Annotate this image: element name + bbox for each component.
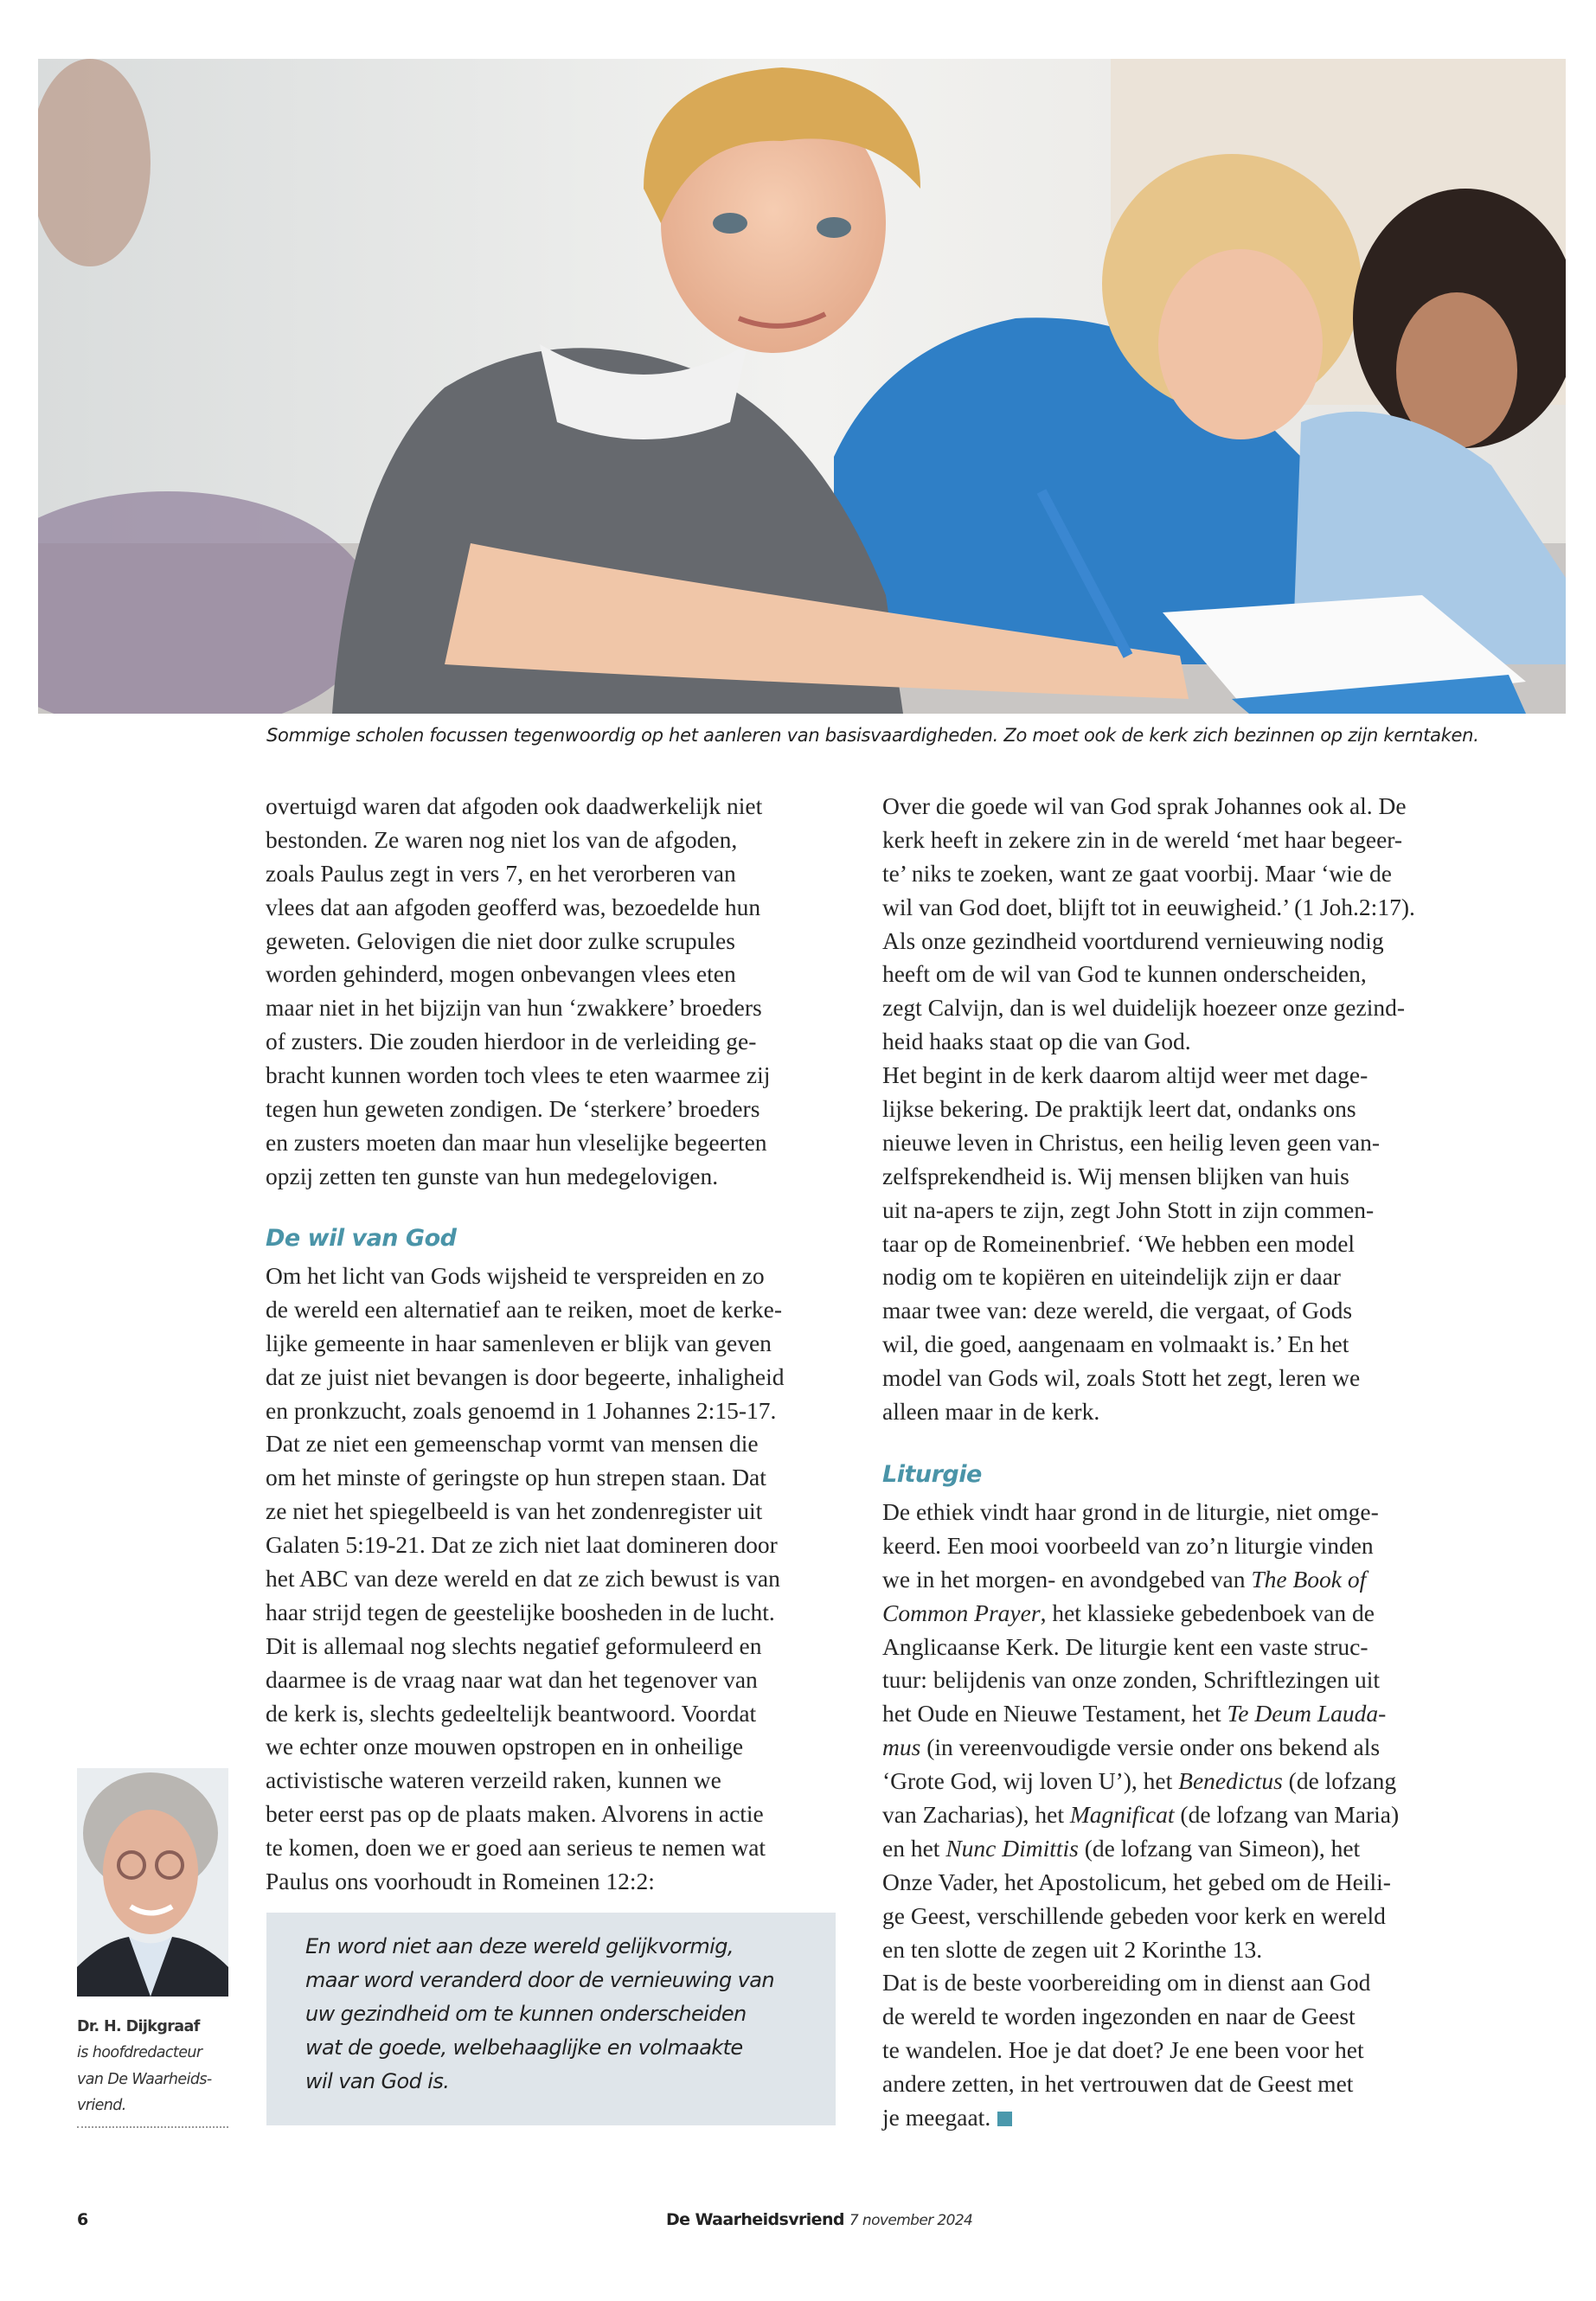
italic-title: Magnificat (1069, 1801, 1175, 1829)
italic-title: Common Prayer (882, 1599, 1041, 1626)
publication-name: De Waarheidsvriend (666, 2210, 844, 2229)
text-line (882, 1798, 1462, 1832)
italic-title: Benedictus (1178, 1767, 1283, 1795)
text-line: daarmee is de vraag naar wat dan het tegenover van (266, 1665, 758, 1693)
italic-title: The Book of (1251, 1565, 1367, 1593)
text-line: activistische wateren verzeild raken, kunnen we (266, 1766, 721, 1794)
text-line: haar strijd tegen de geestelijke boosheden in de lucht. (266, 1598, 775, 1625)
text-line: overtuigd waren dat afgoden ook daadwerkelijk niet (266, 792, 763, 819)
divider (77, 2126, 228, 2128)
text-segment: van Zacharias), het (882, 1801, 1070, 1829)
bible-quote-box (266, 1913, 836, 2125)
text-line: Onze Vader, het Apostolicum, het gebed om de Heili- (882, 1868, 1391, 1895)
text-line (882, 1832, 1462, 1866)
text-line: taar op de Romeinenbrief. ‘We hebben een model (882, 1229, 1356, 1257)
text-line: we echter onze mouwen opstropen en in onheilige (266, 1733, 744, 1760)
text-segment: en het (882, 1834, 946, 1862)
text-line: en ten slotte de zegen uit 2 Korinthe 13. (882, 1935, 1263, 1963)
author-name: Dr. H. Dijkgraaf (77, 2018, 200, 2035)
text-line: Om het licht van Gods wijsheid te verspreiden en zo (266, 1262, 765, 1289)
text-line (882, 1765, 1462, 1798)
author-portrait (77, 1768, 228, 1997)
section-heading-liturgie: Liturgie (882, 1461, 982, 1488)
text-line: Anglicaanse Kerk. De liturgie kent een vaste struc- (882, 1632, 1368, 1660)
text-line: worden gehinderd, mogen onbevangen vlees eten (266, 960, 736, 988)
section-heading-de-wil-van-god: De wil van God (266, 1225, 457, 1252)
author-bio (77, 2014, 228, 2128)
text-line: zegt Calvijn, dan is wel duidelijk hoezeer onze gezind- (882, 994, 1406, 1022)
text-segment: (de lofzang van Simeon), het (1078, 1834, 1361, 1862)
text-line (882, 1597, 1462, 1631)
text-line: heid haaks staat op die van God. (882, 1028, 1191, 1055)
left-column-section-1 (266, 790, 845, 1194)
italic-title: Te Deum Lauda- (1227, 1700, 1387, 1727)
text-line: de kerk is, slechts gedeeltelijk beantwoord. Voordat (266, 1699, 757, 1727)
text-line: alleen maar in de kerk. (882, 1398, 1100, 1426)
text-line: Over die goede wil van God sprak Johannes ook al. De (882, 792, 1407, 819)
text-line: Dat is de beste voorbereiding om in dienst aan God (882, 1969, 1371, 1997)
text-line: model van Gods wil, zoals Stott het zegt, leren we (882, 1364, 1361, 1392)
text-segment: (de lofzang (1282, 1767, 1397, 1795)
text-line: te’ niks te zoeken, want ze gaat voorbij. Maar ‘wie de (882, 859, 1392, 887)
text-line: wil van God doet, blijft tot in eeuwigheid.’ (1 Joh.2:17). (882, 893, 1415, 920)
text-line: nieuwe leven in Christus, een heilig leven geen van- (882, 1128, 1381, 1156)
text-line (882, 1563, 1462, 1597)
text-line: tegen hun geweten zondigen. De ‘sterkere’ broeders (266, 1095, 760, 1123)
text-line: wil, die goed, aangenaam en volmaakt is.’ En het (882, 1330, 1349, 1358)
article-end-mark-icon (997, 2112, 1012, 2126)
quote-line: En word niet aan deze wereld gelijkvormig, (305, 1934, 734, 1958)
text-line: lijkse bekering. De praktijk leert dat, ondanks ons (882, 1095, 1356, 1123)
text-line: nodig om te kopiëren en uiteindelijk zijn er daar (882, 1263, 1341, 1291)
text-line: Het begint in de kerk daarom altijd weer met dage- (882, 1061, 1368, 1089)
article-photo-children-in-classroom (38, 59, 1566, 714)
publication-date: 7 november 2024 (849, 2212, 973, 2229)
text-line: Galaten 5:19-21. Dat ze zich niet laat domineren door (266, 1531, 778, 1559)
quote-line: wil van God is. (305, 2069, 450, 2093)
text-line: en zusters moeten dan maar hun vleselijke begeerten (266, 1128, 767, 1156)
page-number: 6 (77, 2210, 89, 2229)
text-line: zelfsprekendheid is. Wij mensen blijken van huis (882, 1162, 1349, 1189)
text-line: Dit is allemaal nog slechts negatief geformuleerd en (266, 1631, 762, 1659)
quote-line: maar word veranderd door de vernieuwing van (305, 1968, 774, 1992)
right-column-section-1 (882, 790, 1462, 1429)
text-line: je meegaat. (882, 2101, 1462, 2135)
text-line: te komen, doen we er goed aan serieus te nemen wat (266, 1834, 766, 1862)
text-line: vlees dat aan afgoden geofferd was, bezoedelde hun (266, 893, 761, 920)
author-role-line: van De Waarheids- (77, 2070, 212, 2088)
text-line: opzij zetten ten gunste van hun medegelovigen. (266, 1162, 719, 1189)
text-line: keerd. Een mooi voorbeeld van zo’n liturgie vinden (882, 1531, 1374, 1559)
text-line: beter eerst pas op de plaats maken. Alvorens in actie (266, 1800, 764, 1828)
text-line: dat ze juist niet bevangen is door begeerte, inhaligheid (266, 1362, 785, 1390)
text-line: uit na-apers te zijn, zegt John Stott in zijn commen- (882, 1195, 1375, 1223)
footer-publication (666, 2210, 972, 2229)
text-line: bestonden. Ze waren nog niet los van de afgoden, (266, 825, 738, 853)
text-line: de wereld een alternatief aan te reiken, moet de kerke- (266, 1295, 783, 1323)
quote-line: wat de goede, welbehaaglijke en volmaakte (305, 2035, 743, 2060)
text-line: tuur: belijdenis van onze zonden, Schriftlezingen uit (882, 1666, 1381, 1694)
text-line: de wereld te worden ingezonden en naar de Geest (882, 2003, 1356, 2030)
text-segment: , het klassieke gebedenboek van de (1040, 1599, 1375, 1626)
photo-caption: Sommige scholen focussen tegenwoordig op het aanleren van basisvaardigheden. Zo moet ook de kerk zich bezinnen op zijn kerntaken. (266, 725, 1479, 746)
italic-title: Nunc Dimittis (945, 1834, 1079, 1862)
text-line: zoals Paulus zegt in vers 7, en het verorberen van (266, 859, 736, 887)
text-segment: (in vereenvoudigde versie onder ons bekend als (920, 1734, 1381, 1761)
text-line: maar niet in het bijzijn van hun ‘zwakkere’ broeders (266, 994, 762, 1022)
author-role-line: is hoofdredacteur (77, 2044, 202, 2061)
text-segment: we in het morgen- en avondgebed van (882, 1565, 1252, 1593)
text-line (882, 1697, 1462, 1731)
right-column-section-2 (882, 1496, 1462, 2135)
text-line: Als onze gezindheid voortdurend vernieuwing nodig (882, 926, 1384, 954)
text-line: ge Geest, verschillende gebeden voor kerk en wereld (882, 1901, 1386, 1929)
text-line: en pronkzucht, zoals genoemd in 1 Johannes 2:15-17. (266, 1396, 777, 1424)
italic-title: mus (882, 1734, 921, 1761)
text-line: De ethiek vindt haar grond in de liturgie, niet omge- (882, 1498, 1379, 1525)
text-line: om het minste of geringste op hun strepen staan. Dat (266, 1464, 766, 1491)
text-line (882, 1731, 1462, 1765)
text-line: Paulus ons voorhoudt in Romeinen 12:2: (266, 1868, 655, 1895)
text-segment: ‘Grote God, wij loven U’), het (882, 1767, 1179, 1795)
text-line: bracht kunnen worden toch vlees te eten waarmee zij (266, 1061, 771, 1089)
text-segment: (de lofzang van Maria) (1174, 1801, 1400, 1829)
text-line: Dat ze niet een gemeenschap vormt van mensen die (266, 1430, 759, 1458)
text-line: lijke gemeente in haar samenleven er blijk van geven (266, 1329, 772, 1356)
text-line: ze niet het spiegelbeeld is van het zondenregister uit (266, 1497, 763, 1525)
text-line: maar twee van: deze wereld, die vergaat, of Gods (882, 1297, 1353, 1324)
text-line: andere zetten, in het vertrouwen dat de Geest met (882, 2070, 1354, 2098)
left-column-section-2 (266, 1259, 845, 1899)
text-line: geweten. Gelovigen die niet door zulke scrupules (266, 926, 735, 954)
text-line: kerk heeft in zekere zin in de wereld ‘met haar begeer- (882, 825, 1403, 853)
text-segment: het Oude en Nieuwe Testament, het (882, 1700, 1227, 1727)
quote-line: uw gezindheid om te kunnen onderscheiden (305, 2002, 747, 2026)
text-line: heeft om de wil van God te kunnen onderscheiden, (882, 960, 1367, 988)
text-line: te wandelen. Hoe je dat doet? Je ene been voor het (882, 2036, 1364, 2064)
text-line: het ABC van deze wereld en dat ze zich bewust is van (266, 1565, 780, 1593)
author-role-line: vriend. (77, 2097, 126, 2114)
text-line: of zusters. Die zouden hierdoor in de verleiding ge- (266, 1028, 757, 1055)
